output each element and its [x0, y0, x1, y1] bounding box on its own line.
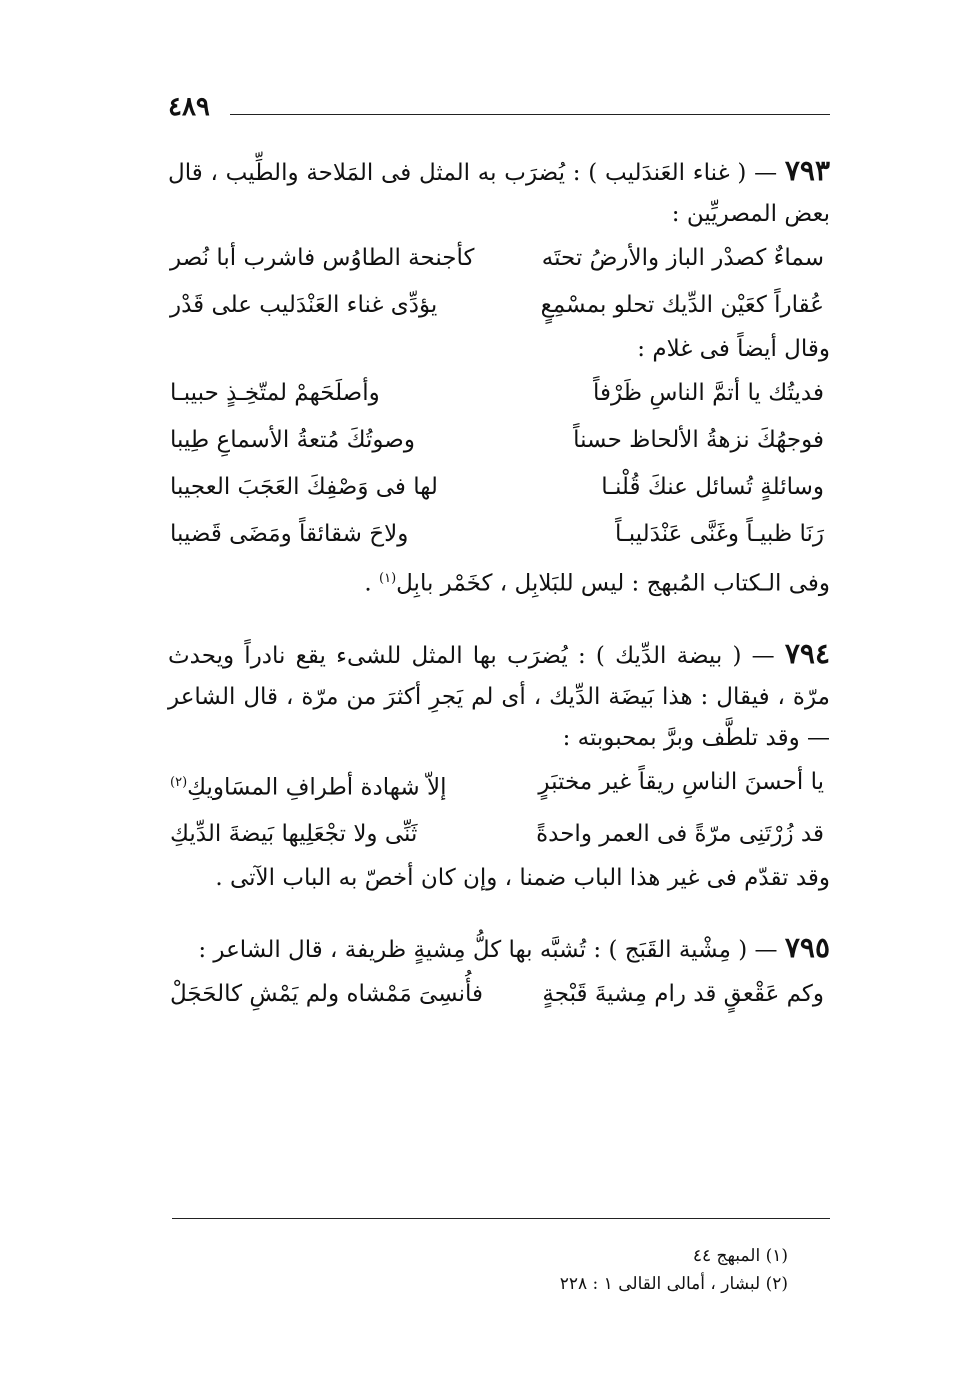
footnote-ref: (٢)	[170, 774, 188, 790]
hemistich-second: يؤدِّى غناء العَنْدَليب على قَدْر	[170, 292, 438, 318]
footnote: (١) المبهج ٤٤	[692, 1246, 788, 1266]
entry-text: — ( بيضة الدِّيك ) : يُضرَب بها المثل للشىء يقع نادراً ويحدث مرّة ، فيقال : هذا بَيضَة الدِّيك ، أى لم يَجرِ أكثرَ من مرّة ، قال الشاعر — وقد تلطَّف وبرَّ بمحبوبته :	[168, 642, 830, 751]
hemistich-first: وسائلةٍ تُسائل عنكَ قُلْنـا	[601, 474, 824, 500]
verse-line	[168, 971, 830, 1018]
entry-number: ٧٩٥	[784, 931, 830, 965]
hemistich-second: وأصلَحَهمْ لمتّخِـذٍ حبيبـا	[170, 380, 380, 406]
verse-block	[168, 971, 830, 1018]
verse-line	[168, 511, 830, 558]
hemistich-second	[170, 759, 447, 812]
verse-line	[168, 370, 830, 417]
verse-line	[168, 464, 830, 511]
hemistich-second: فأُنسِىَ مَمْشاه ولم يَمْشِ كالحَجَلْ	[170, 981, 484, 1008]
verse-block	[168, 235, 830, 329]
hemistich-second: لها فى وَصْفِكَ العَجَبَ العجيبا	[170, 474, 438, 500]
hemistich-second: ثَنِّى ولا تجْعَلِيها بَيضةَ الدِّيكِ	[170, 821, 418, 848]
hemistich-text: إلاّ شهادة أطرافِ المسَاويكِ	[187, 774, 447, 801]
entry-text: — ( غناء العَندَليب ) : يُضرَب به المثل فى المَلاحة والطِّيب ، قال بعض المصريِّين :	[168, 160, 830, 227]
closing-line	[168, 558, 830, 605]
hemistich-second: ولاحَ شقائقاً ومَضَى قَضيبا	[170, 521, 409, 547]
page-header	[168, 88, 830, 128]
entry-gap	[168, 605, 830, 633]
verse-line	[168, 811, 830, 858]
verse-block	[168, 759, 830, 859]
hemistich-first: وكم عَقْعقٍ قد رام مِشيةَ قَبْجةٍ	[542, 981, 824, 1008]
closing-line: وقد تقدّم فى غير هذا الباب ضمنا ، وإن كان أخصّ به الباب الآتى .	[215, 865, 830, 892]
entry-number: ٧٩٣	[784, 154, 830, 187]
hemistich-second: كأجنحة الطاوُس فاشرب أبا نُصر	[170, 245, 475, 271]
hemistich-first: فوجهُكَ نزهةُ الألحاظ حسناً	[573, 427, 824, 453]
footnotes	[168, 1242, 788, 1298]
hemistich-first: فديتُك يا أتمَّ الناسِ ظَرْفاً	[593, 380, 824, 406]
verse-block	[168, 370, 830, 558]
entry-text: — ( مِشْية القَبَج ) : تُشبَّه بها كلُّ مِشيةٍ ظريفة ، قال الشاعر :	[198, 937, 785, 964]
hemistich-first: يا أحسنَ الناسِ ريقاً غير مختبَرٍ	[538, 768, 824, 795]
entry-794-heading	[168, 633, 830, 759]
closing-text: وفى الـكتاب المُبهج : ليس للبَلابِل ، كخَمْر بابِل	[396, 570, 830, 597]
closing-end: .	[364, 570, 379, 597]
verse-line	[168, 235, 830, 282]
entry-795-heading	[168, 927, 830, 971]
footnote-rule	[172, 1218, 830, 1219]
hemistich-first: قد زُرْتَنِى مرّةً فى العمر واحدةً	[536, 821, 824, 848]
entry-gap	[168, 899, 830, 927]
also-said-line: وقال أيضاً فى غلام :	[637, 336, 830, 362]
entry-793-heading	[168, 150, 830, 235]
hemistich-first: عُقاراً كعَيْن الدِّيك تحلو بمسْمِعٍ	[540, 292, 824, 318]
hemistich-first: رَنَا ظبيـاً وغَنَّى عَنْدَليبـاً	[615, 521, 824, 547]
entry-number: ٧٩٤	[784, 636, 830, 670]
verse-line	[168, 282, 830, 329]
hemistich-first: سماءٌ كصدْر الباز والأرضُ تحتَه	[541, 245, 824, 271]
header-rule	[230, 114, 830, 115]
page-body	[168, 150, 830, 1018]
footnote: (٢) لبشار ، أمالى القالى ١ : ٢٢٨	[559, 1274, 788, 1294]
footnote-ref: (١)	[379, 571, 397, 586]
verse-line	[168, 759, 830, 812]
hemistich-second: وصوتُكَ مُتعةُ الأسماعِ طِيبا	[170, 427, 415, 453]
verse-line	[168, 417, 830, 464]
page-number: ٤٨٩	[168, 92, 210, 122]
